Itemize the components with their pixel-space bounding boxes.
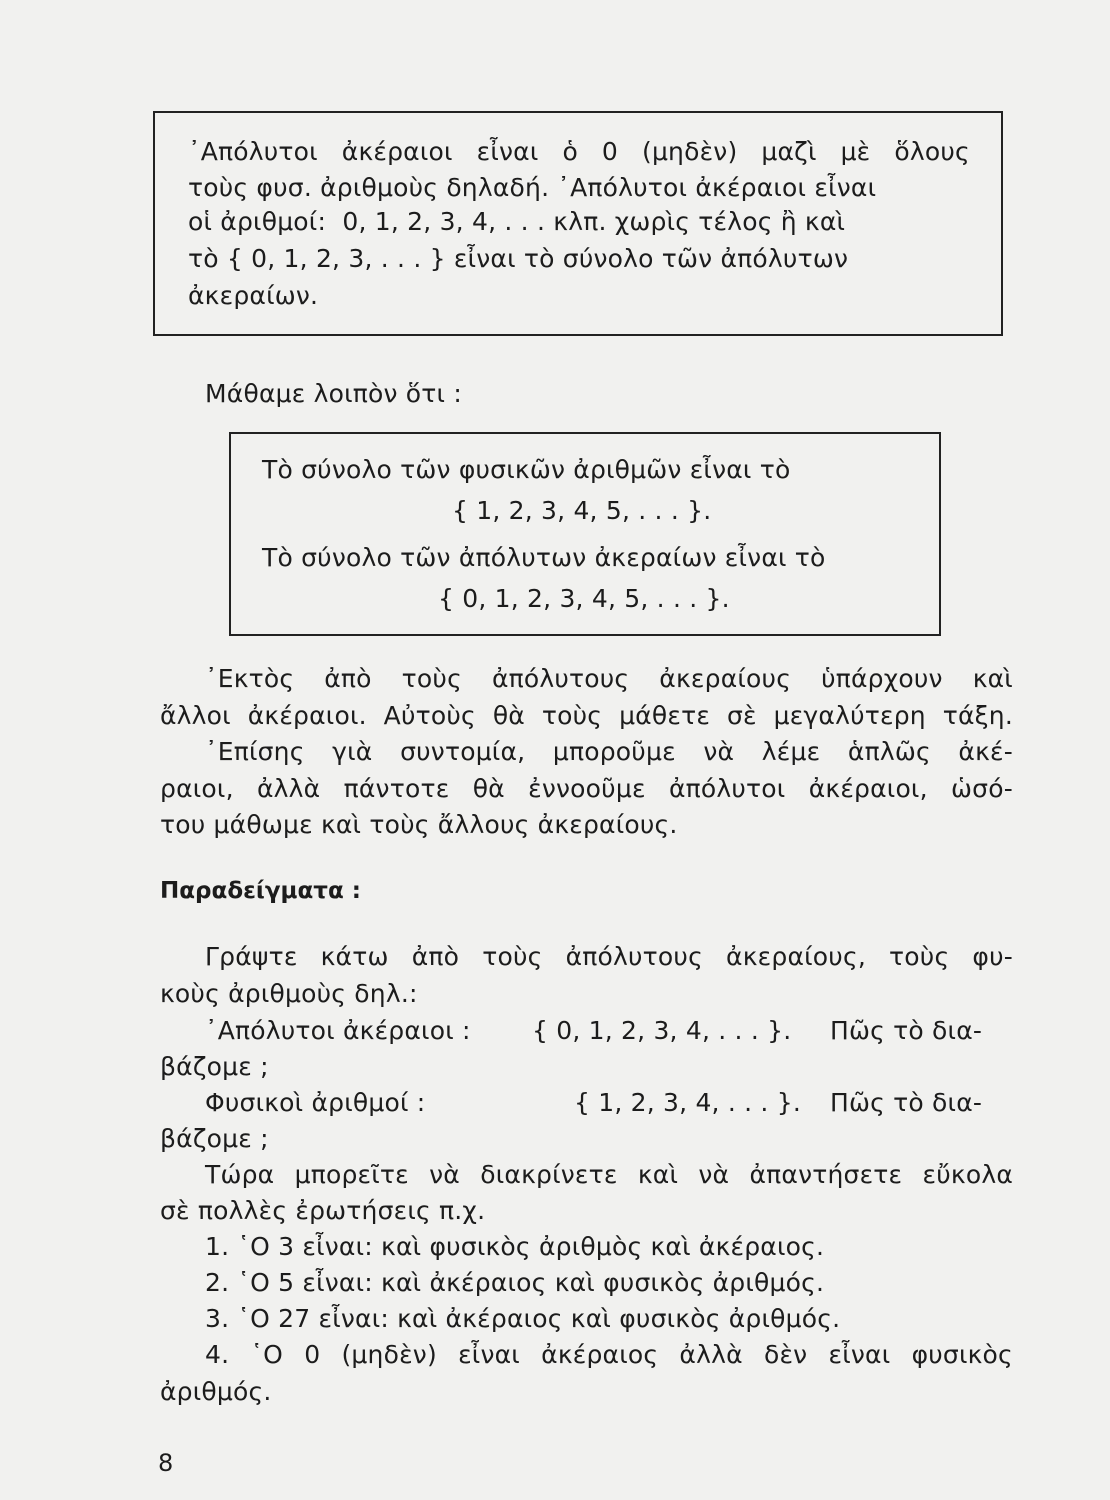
word: ἀπαντήσετε	[749, 1160, 903, 1189]
word: ἀκέραιοι,	[808, 774, 928, 803]
numbered-item-3: 3. ῾Ο 27 εἶναι: καὶ ἀκέραιος καὶ φυσικὸς ἀριθμός.	[205, 1304, 841, 1333]
whole-row-label: ᾽Απόλυτοι ἀκέραιοι :	[205, 1016, 471, 1045]
intro-text: Μάθαμε λοιπὸν ὅτι :	[205, 379, 462, 408]
word: γιὰ	[332, 737, 373, 766]
now-text-line-1	[205, 1160, 1013, 1190]
word: εἶναι	[828, 1340, 891, 1369]
word: Γράψτε	[205, 942, 298, 971]
word: δὲν	[763, 1340, 808, 1369]
whole-row-set: { 0, 1, 2, 3, 4, . . . }.	[532, 1016, 792, 1045]
word: εἶναι	[458, 1340, 520, 1369]
word: ἀπὸ	[411, 942, 460, 971]
word: ᾽Απόλυτοι	[188, 137, 318, 166]
paragraph-line-3	[205, 737, 1013, 767]
word: ἀκεραίους	[659, 664, 792, 693]
word: Αὐτοὺς	[383, 701, 476, 730]
word: ἀκέραιος	[541, 1340, 659, 1369]
word: μπορεῖτε	[294, 1160, 409, 1189]
word: 0	[601, 137, 619, 166]
definition-line-5: ἀκεραίων.	[188, 281, 319, 310]
word: ὁ	[562, 137, 578, 166]
word: μάθετε	[619, 701, 711, 730]
word: ἄλλοι	[160, 701, 231, 730]
word: καὶ	[972, 664, 1013, 693]
word: ἀκέραιοι.	[247, 701, 367, 730]
word: ραιοι,	[160, 774, 234, 803]
word: ῾Ο	[250, 1340, 284, 1369]
word: ᾽Εκτὸς	[205, 664, 295, 693]
word: καὶ	[637, 1160, 679, 1189]
word: εὔκολα	[922, 1160, 1013, 1189]
paragraph-line-4	[160, 774, 1013, 804]
numbered-item-1: 1. ῾Ο 3 εἶναι: καὶ φυσικὸς ἀριθμὸς καὶ ἀκέραιος.	[205, 1232, 825, 1261]
numbered-item-4	[205, 1340, 1013, 1370]
natural-set-label: Τὸ σύνολο τῶν φυσικῶν ἀριθμῶν εἶναι τὸ	[262, 455, 791, 484]
word: διακρίνετε	[480, 1160, 618, 1189]
word: συντομία,	[400, 737, 526, 766]
definition-line-4: τὸ { 0, 1, 2, 3, . . . } εἶναι τὸ σύνολο τῶν ἀπόλυτων	[188, 244, 849, 273]
word: ἀπὸ	[324, 664, 372, 693]
examples-intro-line-2: κοὺς ἀριθμοὺς δηλ.:	[160, 979, 418, 1008]
word: τοὺς	[401, 664, 462, 693]
word: ἀπόλυτοι	[668, 774, 786, 803]
word: ἀπόλυτους	[491, 664, 630, 693]
paragraph-line-1	[205, 664, 1013, 694]
definition-line-1	[188, 137, 970, 167]
definition-line-3: οἱ ἀριθμοί: 0, 1, 2, 3, 4, . . . κλπ. χωρὶς τέλος ἢ καὶ	[188, 207, 846, 236]
word: (μηδὲν)	[341, 1340, 437, 1369]
definition-line-2: τοὺς φυσ. ἀριθμοὺς δηλαδή. ᾽Απόλυτοι ἀκέραιοι εἶναι	[188, 173, 877, 202]
natural-row-label: Φυσικοὶ ἀριθμοί :	[205, 1088, 426, 1117]
whole-set-label: Τὸ σύνολο τῶν ἀπόλυτων ἀκεραίων εἶναι τὸ	[262, 543, 826, 572]
paragraph-line-2	[160, 701, 1013, 731]
word: εἶναι	[476, 137, 539, 166]
examples-heading: Παραδείγματα :	[160, 878, 361, 904]
word: τάξη.	[942, 701, 1013, 730]
word: φυσικὸς	[911, 1340, 1013, 1369]
word: νὰ	[429, 1160, 460, 1189]
word: σὲ	[726, 701, 757, 730]
natural-row-question-end: βάζομε ;	[160, 1124, 269, 1153]
now-text-line-2: σὲ πολλὲς ἐρωτήσεις π.χ.	[160, 1196, 486, 1225]
word: (μηδὲν)	[641, 137, 738, 166]
word: ἀκέραιοι	[341, 137, 453, 166]
word: ἁπλῶς	[847, 737, 931, 766]
word: νὰ	[703, 737, 735, 766]
page-number: 8	[158, 1449, 174, 1477]
word: ἀκεραίους,	[726, 942, 866, 971]
word: ᾽Επίσης	[205, 737, 305, 766]
whole-set-value: { 0, 1, 2, 3, 4, 5, . . . }.	[438, 584, 730, 613]
natural-row-set: { 1, 2, 3, 4, . . . }.	[574, 1088, 801, 1117]
word: τοὺς	[482, 942, 543, 971]
whole-row-question-end: βάζομε ;	[160, 1052, 269, 1081]
word: φυ-	[972, 942, 1013, 971]
word: 0	[304, 1340, 321, 1369]
word: μποροῦμε	[552, 737, 676, 766]
numbered-item-2: 2. ῾Ο 5 εἶναι: καὶ ἀκέραιος καὶ φυσικὸς ἀριθμός.	[205, 1268, 825, 1297]
whole-row-question: Πῶς τὸ δια-	[830, 1016, 983, 1045]
word: ἀλλὰ	[256, 774, 321, 803]
word: ὑπάρχουν	[821, 664, 943, 693]
word: θὰ	[472, 774, 505, 803]
word: θὰ	[492, 701, 525, 730]
word: ἀκέ-	[958, 737, 1013, 766]
natural-row-question: Πῶς τὸ δια-	[830, 1088, 983, 1117]
word: μεγαλύτερη	[773, 701, 926, 730]
word: ἀπόλυτους	[565, 942, 703, 971]
examples-intro-line-1	[205, 942, 1013, 972]
word: τοὺς	[889, 942, 950, 971]
word: μαζὶ	[761, 137, 817, 166]
word: λέμε	[761, 737, 821, 766]
word: ὡσό-	[951, 774, 1013, 803]
word: ὅλους	[894, 137, 970, 166]
natural-set-value: { 1, 2, 3, 4, 5, . . . }.	[452, 496, 712, 525]
word: ἐννοοῦμε	[528, 774, 646, 803]
word: νὰ	[698, 1160, 730, 1189]
word: 4.	[205, 1340, 230, 1369]
word: πάντοτε	[343, 774, 450, 803]
numbered-item-4-end: ἀριθμός.	[160, 1377, 272, 1406]
word: κάτω	[320, 942, 389, 971]
word: ἀλλὰ	[679, 1340, 743, 1369]
word: Τώρα	[205, 1160, 275, 1189]
word: μὲ	[840, 137, 871, 166]
word: τοὺς	[541, 701, 603, 730]
paragraph-line-5: του μάθωμε καὶ τοὺς ἄλλους ἀκεραίους.	[160, 810, 678, 839]
